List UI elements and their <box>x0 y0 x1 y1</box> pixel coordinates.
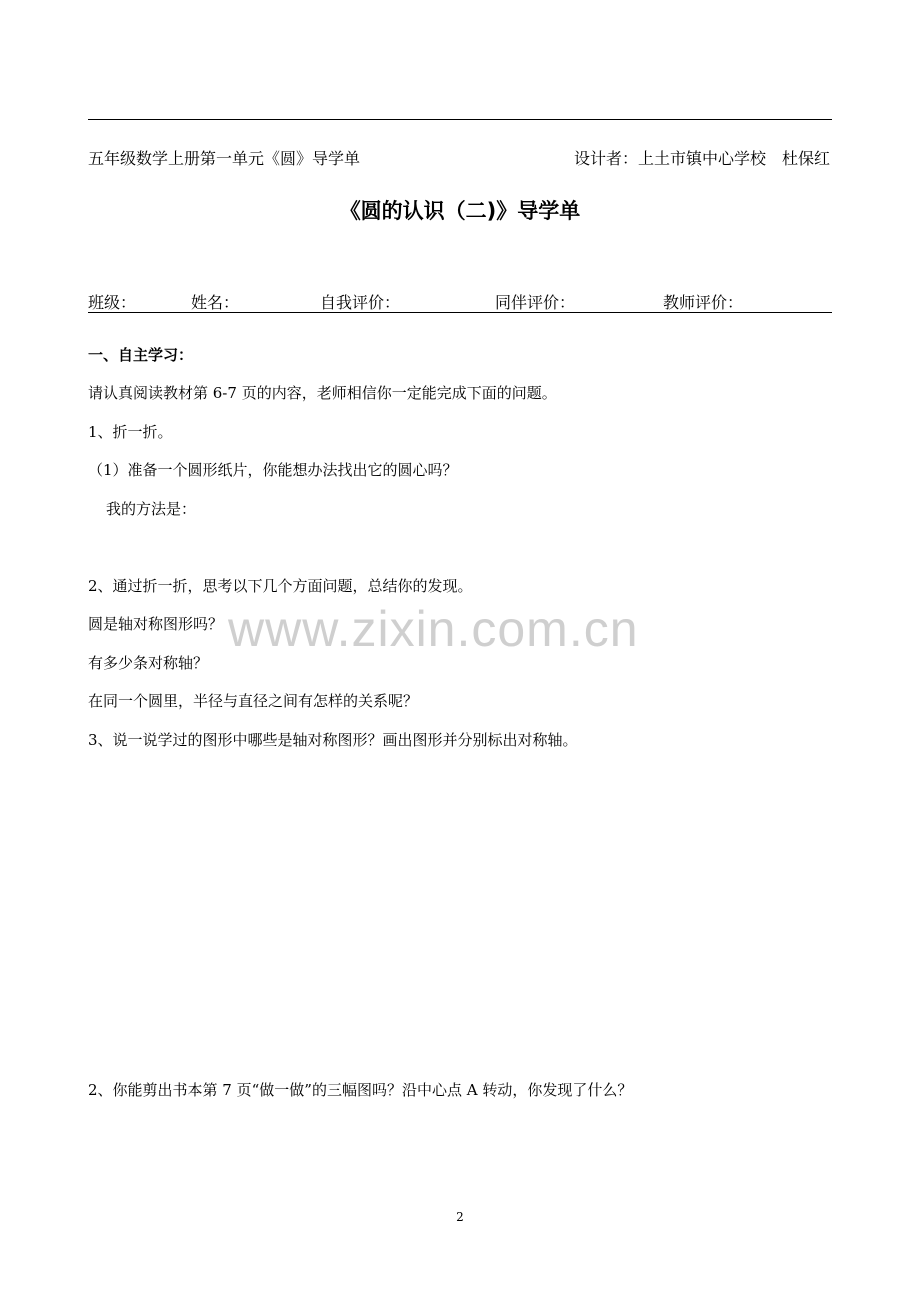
question-2-a: 圆是轴对称图形吗？ <box>88 615 224 633</box>
document-header-title: 五年级数学上册第一单元《圆》导学单 <box>88 149 361 168</box>
page-title: 《圆的认识（二)》导学单 <box>339 199 581 223</box>
watermark: www.zixin.com.cn <box>228 601 639 657</box>
header-rule <box>88 119 832 120</box>
document-header-author: 设计者：上土市镇中心学校 杜保红 <box>573 149 830 168</box>
question-1-1: （1）准备一个圆形纸片，你能想办法找出它的圆心吗？ <box>88 461 458 479</box>
question-3: 3、说一说学过的图形中哪些是轴对称图形？画出图形并分别标出对称轴。 <box>88 731 578 749</box>
evaluation-row <box>88 290 832 313</box>
teacher-evaluation-label: 教师评价： <box>663 293 744 312</box>
question-2-c: 在同一个圆里，半径与直径之间有怎样的关系呢？ <box>88 692 419 710</box>
self-evaluation-label: 自我评价： <box>320 293 401 312</box>
question-4: 2、你能剪出书本第 7 页“做一做”的三幅图吗？沿中心点 A 转动，你发现了什么？ <box>88 1081 633 1099</box>
method-prompt: 我的方法是： <box>106 500 197 518</box>
peer-evaluation-label: 同伴评价： <box>495 293 576 312</box>
page-number: 2 <box>456 1210 464 1224</box>
intro-text: 请认真阅读教材第 6-7 页的内容，老师相信你一定能完成下面的问题。 <box>88 384 557 402</box>
question-1: 1、折一折。 <box>88 423 173 441</box>
class-label: 班级： <box>88 293 137 312</box>
name-label: 姓名： <box>191 293 240 312</box>
section-heading: 一、自主学习： <box>88 346 194 364</box>
question-2-b: 有多少条对称轴？ <box>88 654 209 672</box>
question-2: 2、通过折一折，思考以下几个方面问题，总结你的发现。 <box>88 577 473 595</box>
